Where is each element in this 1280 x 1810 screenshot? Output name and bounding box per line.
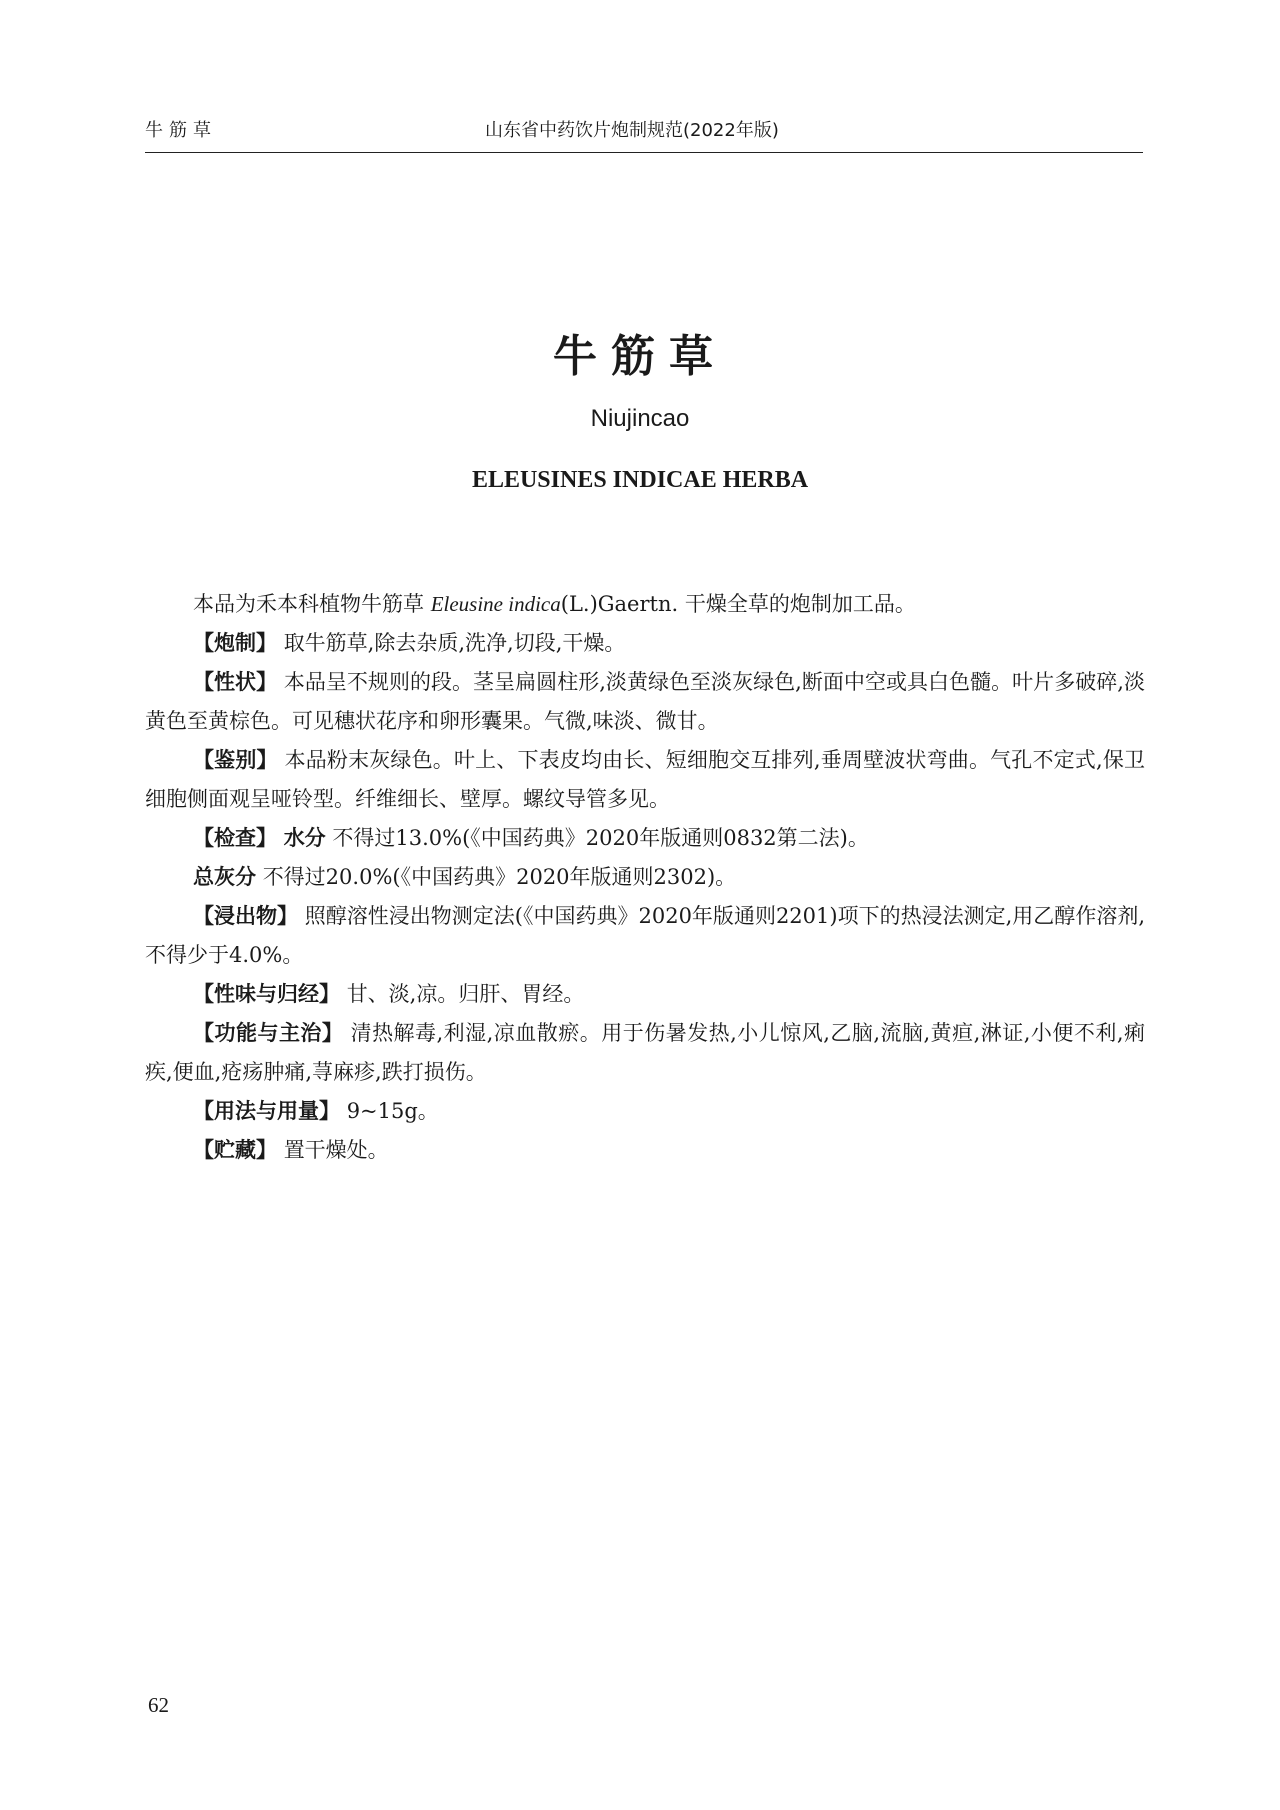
section-label: 【检查】 xyxy=(193,826,277,850)
section-text: 本品呈不规则的段。茎呈扁圆柱形,淡黄绿色至淡灰绿色,断面中空或具白色髓。叶片多破碎,淡黄色至黄棕色。可见穗状花序和卵形囊果。气微,味淡、微甘。 xyxy=(145,670,1145,733)
section-label: 【浸出物】 xyxy=(193,904,299,928)
section-text: 取牛筋草,除去杂质,洗净,切段,干燥。 xyxy=(283,631,626,655)
section-gongneng xyxy=(145,1014,1145,1092)
section-label: 【炮制】 xyxy=(193,631,277,655)
section-label: 【性状】 xyxy=(193,670,278,694)
section-label: 【用法与用量】 xyxy=(193,1099,340,1123)
section-text: 置干燥处。 xyxy=(283,1138,389,1162)
water-label: 水分 xyxy=(283,826,326,850)
header-book-title: 山东省中药饮片炮制规范(2022年版) xyxy=(485,120,779,141)
section-yongfa xyxy=(145,1092,1145,1131)
section-label: 【鉴别】 xyxy=(193,748,278,772)
section-jiancha xyxy=(145,819,1145,858)
section-text: 甘、淡,凉。归肝、胃经。 xyxy=(346,982,585,1006)
section-paozhi xyxy=(145,624,1145,663)
ash-label: 总灰分 xyxy=(193,865,256,889)
section-label: 【功能与主治】 xyxy=(193,1021,344,1045)
section-zhucang xyxy=(145,1131,1145,1170)
page-number: 62 xyxy=(148,1693,169,1717)
intro-pre: 本品为禾本科植物牛筋草 xyxy=(193,592,431,616)
section-text: 9~15g。 xyxy=(346,1099,439,1123)
section-text: 照醇溶性浸出物测定法(《中国药典》2020年版通则2201)项下的热浸法测定,用乙醇作溶剂,不得少于4.0%。 xyxy=(145,904,1146,967)
section-jinchuwu xyxy=(145,897,1145,975)
intro-paragraph xyxy=(145,585,1145,624)
section-xingwei xyxy=(145,975,1145,1014)
latin-name: ELEUSINES INDICAE HERBA xyxy=(471,467,809,493)
section-label: 【性味与归经】 xyxy=(193,982,340,1006)
header-section-name: 牛筋草 xyxy=(145,120,217,141)
section-xingzhuang xyxy=(145,663,1145,741)
monograph-body xyxy=(145,585,1145,1170)
water-text: 不得过13.0%(《中国药典》2020年版通则0832第二法)。 xyxy=(332,826,869,850)
section-label: 【贮藏】 xyxy=(193,1138,277,1162)
section-text: 本品粉末灰绿色。叶上、下表皮均由长、短细胞交互排列,垂周壁波状弯曲。气孔不定式,保卫细胞侧面观呈哑铃型。纤维细长、壁厚。螺纹导管多见。 xyxy=(145,748,1145,811)
running-header xyxy=(145,112,1143,153)
ash-text: 不得过20.0%(《中国药典》2020年版通则2302)。 xyxy=(262,865,737,889)
section-ash xyxy=(145,858,1145,897)
page-title: 牛筋草 xyxy=(553,331,727,382)
section-text: 清热解毒,利湿,凉血散瘀。用于伤暑发热,小儿惊风,乙脑,流脑,黄疸,淋证,小便不利,痢疾,便血,疮疡肿痛,荨麻疹,跌打损伤。 xyxy=(145,1021,1146,1084)
pinyin-name: Niujincao xyxy=(590,405,690,432)
species-name: Eleusine indica xyxy=(430,592,561,616)
intro-post: (L.)Gaertn. 干燥全草的炮制加工品。 xyxy=(560,592,916,616)
section-jianbie xyxy=(145,741,1145,819)
